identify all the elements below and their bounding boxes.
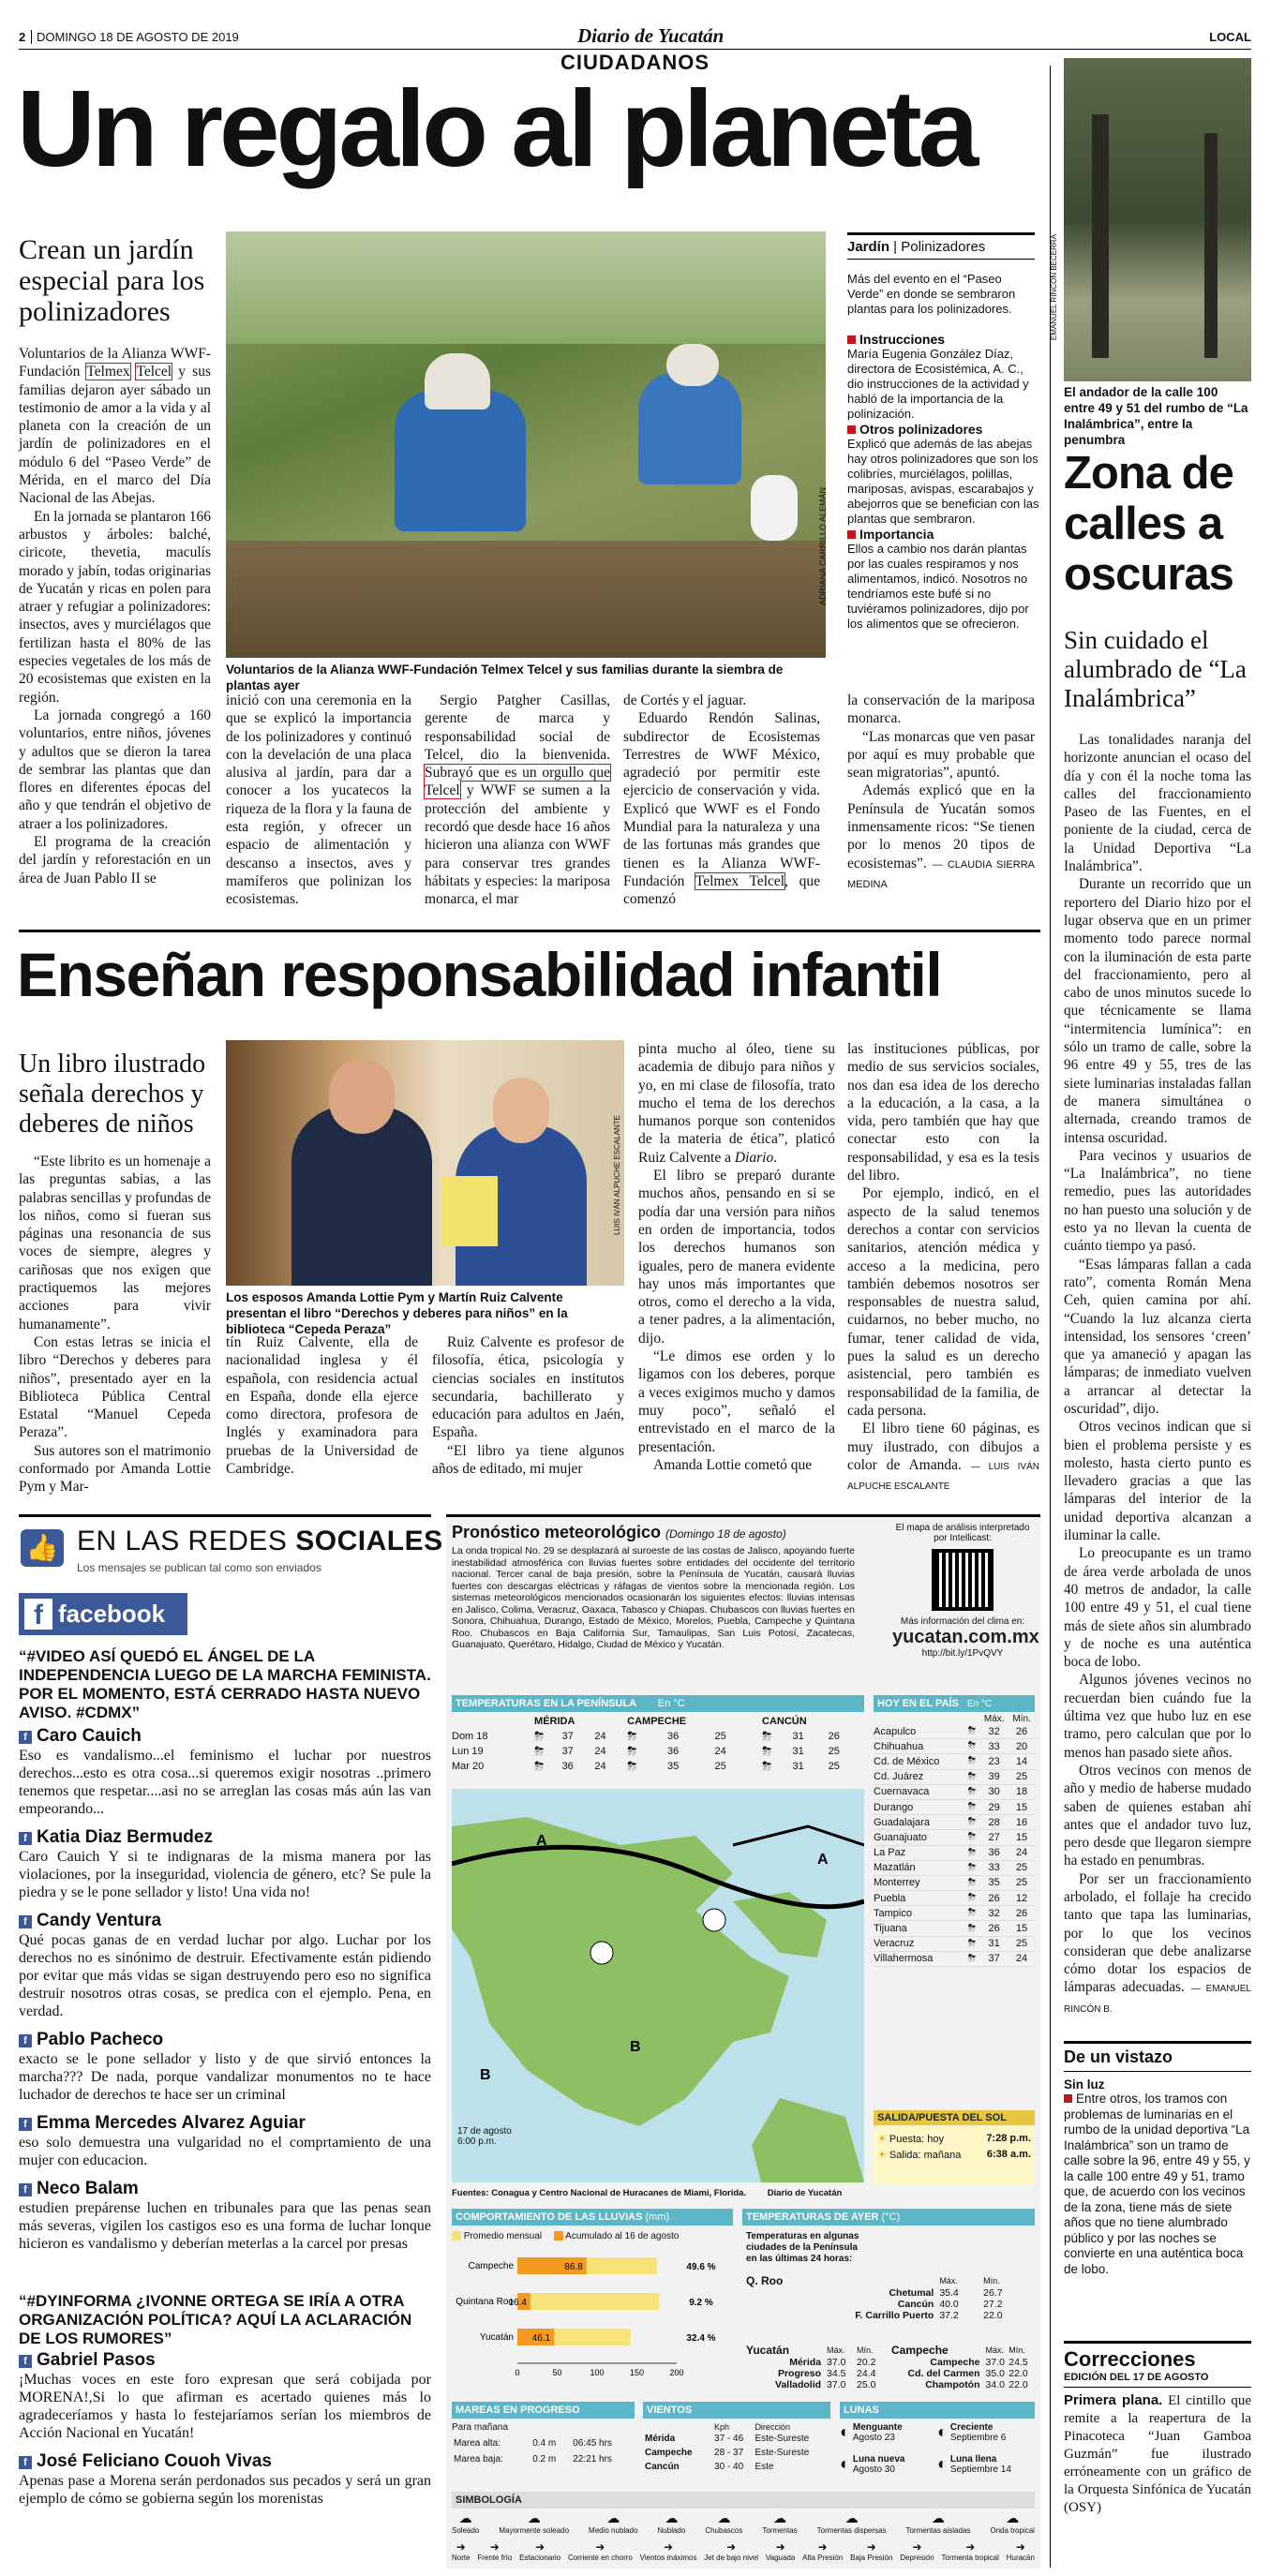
simbolo: ☁ Medio nublado [589, 2510, 638, 2535]
peninsula-row: Mar 20 ⛈ 36 24 ⛈ 35 25 ⛈ 31 25 [452, 1759, 840, 1773]
simbolo: ➜ Vaguada [765, 2540, 796, 2562]
front-symbol-icon: ➜ [866, 2540, 876, 2554]
social-rule [19, 1514, 431, 1517]
viento-row: Campeche 28 - 37 Este-Sureste [645, 2448, 810, 2458]
main-col-2: inició con una ceremonia en la que se explicó la importancia de los polinizadores y continuó con la develación de una placa alusiva al jardín, para dar a conocer a los yucatecos la riqueza de la flora y la fauna de esta región, y ofrecer un espacio de alimentación y descanso a insectos, aves y mamíferos que polinizan los ecosistemas. [226, 692, 411, 908]
pais-row: La Paz ⛈ 36 24 [874, 1845, 1035, 1860]
luna-item: ◐ Luna nueva Agosto 30 [840, 2454, 905, 2475]
weather-symbol-icon: ☁ [458, 2510, 472, 2525]
telcel-tag: Telcel [136, 364, 172, 380]
social-post [19, 2350, 431, 2442]
qr-code-icon [932, 1549, 994, 1611]
vistazo-box: De un vistazo Sin luz Entre otros, los tramos con problemas de luminarias en el rumbo de la unidad deportiva “La Inalámbrica” son un tramo de calle sobre la 96, entre 49 y 55, y la calle 100 entre 49 y 51, tramo que, de acuerdo con los vecinos de la zona, tiene más de siete años que no tiene alumbrado público y por las noches se convierte en una auténtica boca de lobo. [1064, 2041, 1251, 2277]
front-symbol-icon: ➜ [1015, 2540, 1025, 2554]
sun-row: ☀ Puesta: hoy 7:28 p.m. [877, 2133, 1031, 2145]
storm-icon: ⛈ [627, 1759, 637, 1773]
weather-symbol-icon: ☁ [773, 2510, 786, 2525]
simbologia-title: SIMBOLOGÍA [452, 2492, 1035, 2509]
corrections-box: Correcciones EDICIÓN DEL 17 DE AGOSTO Primera plana. El cintillo que remite a la reapertura de la Pinacoteca “Juan Gamboa Guzmán” fue ilustrado erróneamente con un gráfico de la Orquesta Sinfónica de Yucatán (OSY) [1064, 2341, 1251, 2517]
social-headline-2: “#DYINFORMA ¿IVONNE ORTEGA SE IRÍA A OTRA ORGANIZACIÓN POLÍTICA? AQUÍ LA ACLARACIÓN DE LOS RUMORES” [19, 2292, 412, 2347]
lluvias-pct: 9.2 % [689, 2298, 713, 2308]
pais-row: Veracruz ⛈ 31 25 [874, 1936, 1035, 1951]
mareas-title: MAREAS EN PROGRESO [452, 2402, 635, 2419]
post-author: f Neco Balam [19, 2179, 431, 2199]
right-photo-credit: EMANUEL RINCÓN BECERRA [1050, 234, 1058, 341]
post-text: Eso es vandalismo...el feminismo el luchar por nuestros derechos...esto es otra cosa...si queremos exigir nosotras ..primero tenemos que respetar....asi no se arreglan las cosas más aún las van empeorando... [19, 1748, 431, 1817]
peninsula-city: MÉRIDA [534, 1716, 575, 1727]
post-text: ¡Muchas voces en este foro expresan que será cobijada por MORENA!,Si lo que afirman es acertado quienes más lo agradeceríamos y hasta lo festejaríamos serían los miembros de Acción Nacional en Yucatán! [19, 2372, 431, 2441]
storm-icon: ⛈ [967, 1861, 977, 1873]
social-post [19, 2030, 431, 2104]
sidebar-kicker: Jardín | Polinizadores [847, 232, 1035, 260]
post-text: Apenas pase a Morena serán perdonados sus pecados y será un gran ejemplo de cómo se gobierna según los morenistas [19, 2473, 431, 2507]
pais-row: Monterrey ⛈ 35 25 [874, 1875, 1035, 1890]
post-author: f Katia Diaz Bermudez [19, 1827, 431, 1848]
simbolo: ☁ Tormentas aisladas [905, 2510, 971, 2535]
ayer-row: Cd. del Carmen 35.0 22.0 [907, 2368, 1028, 2379]
pais-row: Guanajuato ⛈ 27 15 [874, 1830, 1035, 1845]
simbologia-row [452, 2510, 1035, 2535]
facebook-mini-icon: f [19, 2456, 32, 2469]
moon-icon: ◐ [840, 2422, 850, 2441]
simbolo: ➜ Alta Presión [802, 2540, 844, 2562]
telmex-tag: Telmex [86, 364, 130, 380]
storm-icon: ⛈ [967, 1876, 977, 1888]
weather-site: yucatan.com.mx [892, 1627, 1039, 1647]
weather-map: A A B B 17 de agosto 6:00 p.m. [452, 1789, 864, 2182]
post-text: exacto se le pone sellador y listo y de que sirvió entonces la marcha??? De nada, porque vandalizar monumentos no te hace luchador de derechos te hace ser un criminal [19, 2051, 431, 2103]
weather-intro: La onda tropical No. 29 se desplazará al suroeste de las costas de Jalisco, apoyando fuerte inestabilidad atmosférica con lluvias fuertes sobre entidades del occidente del territorio nacional. Tercer canal de baja presión, sobre la Península de Yucatán, causará lluvias fuertes con descargas eléctricas y ráfagas de vientos sobre la mencionada región. Los sistemas meteorológicos mencionados ocasionarán los siguientes efectos: lluvias intensas en Jalisco, Colima, Veracruz, Oaxaca, Tabasco y Chiapas. Chubascos con lluvias fuertes en Sonora, Chihuahua, Durango, Estado de México, Morelos, Puebla, Campeche y Quintana Roo. Chubascos en Baja California Sur, Tamaulipas, San Luis Potosí, Zacatecas, Guanajuato, Querétaro, Hidalgo, Ciudad de México y Yucatán. [452, 1545, 855, 1650]
moon-icon: ◐ [937, 2422, 948, 2441]
weather-sources: Fuentes: Conagua y Centro Nacional de Huracanes de Miami, Florida. Diario de Yucatán [452, 2188, 843, 2198]
svg-text:B: B [630, 2039, 641, 2055]
right-photo-caption: El andador de la calle 100 entre 49 y 51 del rumbo de “La Inalámbrica”, entre la penumbra [1064, 385, 1248, 447]
storm-icon: ⛈ [967, 1922, 977, 1934]
main-headline: Un regalo al planeta [17, 67, 976, 189]
peninsula-title: TEMPERATURAS EN LA PENÍNSULA En °C [452, 1695, 864, 1712]
sidebar-box: Más del evento en el “Paseo Verde” en donde se sembraron plantas para los polinizadores. Instrucciones María Eugenia González Díaz, directora de Ecosistémica, A. C., dio instrucciones de la actividad y habló de la importancia de la polinización. Otros polinizadores Explicó que además de las abejas hay otros polinizadores que son los colibríes, murciélagos, polillas, mariposas, avispas, escarabajos y abejorros que se benefician con las plantas que sembraron. Importancia Ellos a cambio nos darán plantas por las cuales respiramos y nos alimentamos, indicó. Nosotros no tendríamos este bufé si no tuviéramos polinizadores, dijo por los alimentos que se ofrecieron. [847, 272, 1039, 631]
second-headline: Enseñan responsabilidad infantil [17, 940, 942, 1009]
lluvias-tick: 0 [515, 2368, 520, 2377]
ayer-row: Mérida 37.0 20.2 [789, 2357, 876, 2368]
ayer-note: Temperaturas en algunas ciudades de la Península en las últimas 24 horas: [746, 2231, 859, 2264]
svg-text:A: A [536, 1833, 547, 1849]
pais-row: Chihuahua ⛈ 33 20 [874, 1739, 1035, 1754]
svg-text:A: A [817, 1852, 829, 1868]
pais-row: Cuernavaca ⛈ 30 18 [874, 1784, 1035, 1799]
luna-item: ◐ Creciente Septiembre 6 [937, 2422, 1007, 2443]
second-photo-credit: LUIS IVÁN ALPUCHE ESCALANTE [613, 1115, 621, 1236]
lunas-title: LUNAS [840, 2402, 1035, 2419]
post-author: f Emma Mercedes Alvarez Aguiar [19, 2113, 431, 2134]
story-separator [19, 930, 1040, 932]
pais-row: Cd. de México ⛈ 23 14 [874, 1754, 1035, 1769]
facebook-mini-icon: f [19, 2034, 32, 2047]
peninsula-table [452, 1714, 864, 1774]
peninsula-city: CANCÚN [762, 1716, 807, 1727]
ayer-row: Cancún 40.0 27.2 [897, 2299, 1003, 2310]
ayer-table: Q. Roo Máx. Mín. Chetumal 35.4 26.7 Cancún 40.0 27.2 F. Carrillo Puerto 37.2 22.0 [746, 2274, 1027, 2321]
storm-icon: ⛈ [967, 1892, 977, 1904]
mareas-sub: Para mañana [452, 2422, 509, 2433]
post-author: f Candy Ventura [19, 1911, 431, 1931]
lluvias-category: Campeche [468, 2261, 514, 2271]
telmex-telcel-tag: Telmex Telcel [695, 872, 785, 889]
qr-block: El mapa de análisis interpretado por Intellicast: Más información del clima en: yucatan.com.mx http://bit.ly/1PvQVY [892, 1523, 1039, 1659]
pais-row: Tijuana ⛈ 26 15 [874, 1921, 1035, 1936]
post-author: f Caro Cauich [19, 1726, 431, 1747]
second-col-5: las instituciones públicas, por medio de sus servicios sociales, nos dan esa idea de los derecho a la educación, a la casa, a la vida, pero también que hay que conectar esto con la responsabilidad, y esa es la tesis del libro. Por ejemplo, indicó, en el aspecto de la salud tenemos derechos a contar con servicios sanitarios, atención médica y acceso a la medicina, pero también debemos nosotros ser responsables de nuestra salud, cuidarnos, no beber mucho, no fumar, tener calidad de vida, pues la salud es un derecho asistencial, pero también es responsabilidad de la familia, de cada persona. El libro tiene 60 páginas, es muy ilustrado, con dibujos a color de Amanda. — LUIS IVÁN ALPUCHE ESCALANTE [847, 1041, 1039, 1493]
simbolo: ➜ Jet de bajo nivel [704, 2540, 759, 2562]
social-post [19, 2113, 431, 2169]
pais-row: Durango ⛈ 29 15 [874, 1799, 1035, 1814]
ayer-row: Progreso 34.5 24.4 [777, 2368, 876, 2379]
simbolo: ☁ Tormentas [762, 2510, 798, 2535]
sun-row: ☀ Salida: mañana 6:38 a.m. [877, 2149, 1031, 2161]
peninsula-city: CAMPECHE [627, 1716, 687, 1727]
authors-photo [226, 1040, 624, 1286]
front-symbol-icon: ➜ [726, 2540, 737, 2554]
storm-icon: ⛈ [534, 1744, 545, 1758]
sun-box: SALIDA/PUESTA DEL SOL ☀ Puesta: hoy 7:28 p.m. ☀ Salida: mañana 6:38 a.m. [874, 2110, 1035, 2185]
page-date: DOMINGO 18 DE AGOSTO DE 2019 [31, 30, 239, 44]
ayer-row: Champotón 34.0 22.0 [925, 2379, 1028, 2390]
storm-icon: ⛈ [967, 1846, 977, 1858]
vientos-table: Kph Dirección Mérida 37 - 46 Este-Sureste Campeche 28 - 37 Este-Sureste Cancún 30 - 40 Este [643, 2422, 830, 2474]
pais-row: Puebla ⛈ 26 12 [874, 1891, 1035, 1906]
ayer-table: Campeche Máx. Mín. Campeche 37.0 24.5 Cd. del Carmen 35.0 22.0 Champotón 34.0 22.0 [891, 2344, 1032, 2390]
sun-icon: ☀ [877, 2134, 889, 2145]
front-symbol-icon: ➜ [489, 2540, 500, 2554]
post-author: f José Feliciano Couoh Vivas [19, 2451, 431, 2472]
main-col-5: la conservación de la mariposa monarca. “Las monarcas que ven pasar por aquí es muy probable que sean migratorias”, apuntó. Además explicó que en la Península de Yucatán somos inmensamente ricos: “Se tienen por lo menos 20 tipos de ecosistemas”. — CLAUDIA SIERRA MEDINA [847, 692, 1035, 890]
front-symbol-icon: ➜ [775, 2540, 785, 2554]
pais-row: Tampico ⛈ 32 26 [874, 1906, 1035, 1921]
volunteers-photo [226, 231, 826, 658]
second-photo-caption: Los esposos Amanda Lottie Pym y Martín Ruiz Calvente presentan el libro “Derechos y deberes para niños” en la biblioteca “Cepeda Peraza” [226, 1290, 568, 1336]
main-col-4: de Cortés y el jaguar. Eduardo Rendón Salinas, subdirector de Ecosistemas Terrestres de WWF México, agradeció por permitir este ejercicio de conservación y vida. Explicó que WWF es el Fondo Mundial para la naturaleza y una de las fortunas más grandes que tienen es la Alianza WWF-Fundación Telmex Telcel, que comenzó [623, 692, 820, 908]
lluvias-value: 86.8 [564, 2262, 583, 2272]
simbolo: ➜ Depresión [900, 2540, 934, 2562]
storm-icon: ⛈ [762, 1759, 772, 1773]
sun-icon: ☀ [877, 2150, 889, 2161]
social-posts-1 [19, 1726, 431, 2262]
front-symbol-icon: ➜ [965, 2540, 976, 2554]
lluvias-value: 16.4 [508, 2298, 527, 2308]
luna-item: ◐ Menguante Agosto 23 [840, 2422, 903, 2443]
ayer-row: Campeche 37.0 24.5 [930, 2357, 1028, 2368]
facebook-mini-icon: f [19, 1731, 32, 1744]
pais-table: Máx. Mín. Acapulco ⛈ 32 26 Chihuahua ⛈ 33 20 Cd. de México ⛈ 23 14 Cd. Juárez ⛈ 39 25 Cuernavaca ⛈ 30 18 Durango ⛈ 29 15 Guadalajara ⛈ 28 16 Guanajuato ⛈ 27 15 La Paz ⛈ 36 24 Mazatlán ⛈ 33 25 Monterrey ⛈ 35 25 Puebla ⛈ 26 12 Tampico ⛈ 32 26 Tijuana ⛈ 26 15 Veracruz ⛈ 31 25 Villahermosa ⛈ 37 24 [874, 1714, 1035, 1967]
peninsula-row: Dom 18 ⛈ 37 24 ⛈ 36 25 ⛈ 31 26 [452, 1729, 840, 1743]
weather-panel: Pronóstico meteorológico (Domingo 18 de agosto) La onda tropical No. 29 se desplazará al suroeste de las costas de Jalisco, apoyando fuerte inestabilidad atmosférica con lluvias fuertes sobre entidades del occidente del territorio nacional. Tercer canal de baja presión, sobre la Península de Yucatán, causará lluvias fuertes con descargas eléctricas y ráfagas de vientos sobre la mencionada región. Los sistemas meteorológicos mencionados ocasionarán los siguientes efectos: lluvias intensas en Jalisco, Colima, Veracruz, Oaxaca, Tabasco y Chiapas. Chubascos con lluvias fuertes en Sonora, Chihuahua, Durango, Estado de México, Morelos, Puebla, Campeche y Quintana Roo. Chubascos en Baja California Sur, Tamaulipas, San Luis Potosí, Zacatecas, Guanajuato, Querétaro, Hidalgo, Ciudad de México y Yucatán. El mapa de análisis interpretado por Intellicast: Más información del clima en: yucatan.com.mx http://bit.ly/1PvQVY TEMPERATURAS EN LA PENÍNSULA En °C MÉRIDA CAMPECHE CANCÚN Dom 18 ⛈ 37 24 ⛈ 36 25 ⛈ 31 26 Lun 19 ⛈ 37 24 ⛈ 36 24 ⛈ 31 25 Mar 20 ⛈ 36 24 ⛈ 35 25 ⛈ 31 25 A A B B 17 de agosto 6:00 p.m. Fuentes: Conagua y Centro Nacional de Huracanes de Miami, Florida. Diario de Yucatán HOY EN EL PAÍS En °C Máx. Mín. Acapulco ⛈ 32 26 Chihuahua ⛈ 33 20 Cd. de México ⛈ 23 14 Cd. Juárez ⛈ 39 25 Cuernavaca ⛈ 30 18 Durango ⛈ 29 15 Guadalajara ⛈ 28 16 Guanajuato ⛈ 27 15 La Paz ⛈ 36 24 Mazatlán ⛈ 33 25 Monterrey ⛈ 35 25 Puebla ⛈ 26 12 Tampico ⛈ 32 26 Tijuana ⛈ 26 15 Veracruz ⛈ 31 25 Villahermosa ⛈ 37 24 SALIDA/PUESTA DEL SOL ☀ Puesta: hoy 7:28 p.m. ☀ Salida: mañana 6:38 a.m. COMPORTAMIENTO DE LAS LLUVIAS (mm) Promedio mensual Acumulado al 16 de agosto Campeche 86.8 49.6 % Quintana Roo 16.4 9.2 % Yucatán 46.1 32.4 % 0 50 100 150 200 TEMPERATURAS DE AYER (°C) Temperaturas en algunas ciudades de la Península en las últimas 24 horas: Q. Roo Máx. Mín. Chetumal 35.4 26.7 Cancún 40.0 27.2 F. Carrillo Puerto 37.2 22.0 Yucatán Máx. Mín. Mérida 37.0 20.2 Progreso 34.5 24.4 Valladolid 37.0 25.0 Campeche Máx. Mín. Campeche 37.0 24.5 Cd. del Carmen 35.0 22.0 Champotón 34.0 22.0 MAREAS EN PROGRESO Para mañana Marea alta: 0.4 m 06:45 hrs Marea baja: 0.2 m 22:21 hrs VIENTOS Kph Dirección Mérida 37 - 46 Este-Sureste Campeche 28 - 37 Este-Sureste Cancún 30 - 40 Este LUNAS ◐ Menguante Agosto 23 ◐ Creciente Septiembre 6 ◐ Luna nueva Agosto 30 ◐ Luna llena Septiembre 14 SIMBOLOGÍA ☁ Soleado ☁ Mayormente soleado ☁ Medio nublado ☁ Nublado ☁ Chubascos ☁ Tormentas ☁ Tormentas dispersas ☁ Tormentas aisladas ☁ Onda tropical ➜ Norte ➜ Frente frío ➜ Estacionario ➜ Corriente en chorro ➜ Vientos máximos ➜ Jet de bajo nivel ➜ Vaguada ➜ Alta Presión ➜ Baja Presión ➜ Depresión ➜ Tormenta tropical ➜ Huracán [446, 1514, 1040, 2569]
front-symbol-icon: ➜ [456, 2540, 466, 2554]
second-col-2: tín Ruiz Calvente, ella de nacionalidad inglesa y él española, con residencia actual en España, donde ella ejerce como directora, profesora de Inglés y examinadora para pruebas de la Universidad de Cambridge. [226, 1334, 418, 1478]
storm-icon: ⛈ [967, 1755, 977, 1767]
dark-street-photo [1064, 58, 1251, 381]
sidebar-intro: Más del evento en el “Paseo Verde” en donde se sembraron plantas para los polinizadores. [847, 272, 1016, 316]
storm-icon: ⛈ [967, 1816, 977, 1828]
social-posts-2 [19, 2350, 431, 2517]
lluvias-category: Yucatán [479, 2332, 514, 2343]
simbolo: ➜ Huracán [1006, 2540, 1035, 2562]
pais-row: Guadalajara ⛈ 28 16 [874, 1815, 1035, 1830]
peninsula-row: Lun 19 ⛈ 37 24 ⛈ 36 24 ⛈ 31 25 [452, 1744, 840, 1758]
main-col-3: Sergio Patgher Casillas, gerente de marca y responsabilidad social de Telcel, dio la bienvenida. Subrayó que es un orgullo que Telcel y WWF se sumen a la protección del ambiente y recordó que desde hace 16 años hicieron una alianza con WWF para conservar tres grandes hábitats y especies: la mariposa monarca, el mar [425, 692, 610, 908]
simbolo: ☁ Mayormente soleado [499, 2510, 570, 2535]
right-headline: Zona de calles a oscuras [1064, 448, 1233, 600]
post-text: Qué pocas ganas de en verdad luchar por algo. Luchar por los derechos no es sinónimo de destruir. Efectivamente están pidiendo por evitar que más vidas se sigan destruyendo pero eso no significa destruir nosotros otras cosas, se predica con el ejemplo. Pena, en verdad. [19, 1932, 431, 2019]
weather-symbol-icon: ☁ [665, 2510, 679, 2525]
lluvias-value: 46.1 [531, 2333, 551, 2344]
simbolo: ➜ Tormenta tropical [941, 2540, 999, 2562]
second-col-3: Ruiz Calvente es profesor de filosofía, ética, psicología y ciencias sociales en institutos secundaria, bachillerato y educación para adultos en Jaén, España. “El libro ya tiene algunos años de editado, mi mujer [432, 1334, 624, 1478]
section-right: LOCAL [1209, 30, 1251, 44]
second-col-4: pinta mucho al óleo, tiene su academia de dibujo para niños y yo, en mi clase de filosofía, trato mucho el tema de los derechos humanos porque son contenidos de la materia de ética”, platicó Ruiz Calvente a Diario. El libro se preparó durante muchos años, pensando en si se podía dar una versión para niños en orden de importancia, todos los derechos humanos son iguales, pero de manera evidente hay unos más importantes que otros, como el derecho a la vida, a tener padres, a la alimentación, dijo. “Le dimos ese orden y lo ligamos con los deberes, porque a veces exigimos mucho y damos muy poco”, señaló el entrevistado en el marco de la presentación. Amanda Lottie cometó que [638, 1041, 835, 1473]
simbolo: ➜ Frente frío [477, 2540, 513, 2562]
weather-symbol-icon: ☁ [527, 2510, 541, 2525]
vientos-title: VIENTOS [643, 2402, 830, 2419]
storm-icon: ⛈ [967, 1740, 977, 1752]
social-post [19, 2179, 431, 2253]
lluvias-legend: Promedio mensual Acumulado al 16 de agosto [452, 2231, 733, 2241]
lluvias-chart [452, 2246, 733, 2391]
lluvias-category: Quintana Roo [456, 2297, 514, 2307]
ayer-row: F. Carrillo Puerto 37.2 22.0 [855, 2310, 1003, 2321]
social-header: 👍 EN LAS REDES SOCIALES Los mensajes se publican tal como son enviados [19, 1526, 431, 1572]
storm-icon: ⛈ [967, 1770, 977, 1782]
ayer-row: Chetumal 35.4 26.7 [889, 2287, 1003, 2299]
weather-map-svg [452, 1789, 864, 2182]
simbolo: ➜ Vientos máximos [639, 2540, 697, 2562]
pais-row: Cd. Juárez ⛈ 39 25 [874, 1769, 1035, 1784]
lluvias-title: COMPORTAMIENTO DE LAS LLUVIAS (mm) [452, 2209, 733, 2226]
facebook-mini-icon: f [19, 1832, 32, 1845]
social-post [19, 1911, 431, 2020]
viento-row: Cancún 30 - 40 Este [645, 2462, 774, 2472]
thumbs-up-icon: 👍 [21, 1529, 64, 1567]
pais-row: Mazatlán ⛈ 33 25 [874, 1860, 1035, 1875]
simbolo: ☁ Soleado [452, 2510, 480, 2535]
lluvias-tick: 200 [669, 2368, 684, 2377]
facebook-mini-icon: f [19, 2118, 32, 2131]
header-rule [19, 49, 1251, 50]
weather-symbol-icon: ☁ [1006, 2510, 1020, 2525]
svg-text:B: B [480, 2067, 491, 2083]
weather-symbol-icon: ☁ [717, 2510, 731, 2525]
storm-icon: ⛈ [967, 1907, 977, 1919]
lluvias-tick: 100 [590, 2368, 605, 2377]
front-symbol-icon: ➜ [912, 2540, 922, 2554]
front-symbol-icon: ➜ [535, 2540, 545, 2554]
marea-row: Marea alta: 0.4 m 06:45 hrs [454, 2438, 612, 2449]
post-author: f Gabriel Pasos [19, 2350, 431, 2371]
lluvias-tick: 50 [552, 2368, 562, 2377]
lluvias-pct: 32.4 % [686, 2333, 716, 2344]
marea-row: Marea baja: 0.2 m 22:21 hrs [454, 2454, 612, 2464]
storm-icon: ⛈ [627, 1744, 637, 1758]
front-symbol-icon: ➜ [664, 2540, 674, 2554]
column-divider [1050, 66, 1051, 2568]
lluvias-tick: 150 [629, 2368, 645, 2377]
post-author: f Pablo Pacheco [19, 2030, 431, 2050]
second-col-1: “Este librito es un homenaje a las preguntas sabias, a las palabras sencillas y profundas de los niños, como si fueran sus páginas una resonancia de sus voces de siempre, alegres y cariñosas que nos exigen que practiquemos las mejores acciones para vivir humanamente”. Con estas letras se inicia el libro “Derechos y deberes para niños”, presentado ayer en la Biblioteca Pública Central Estatal “Manuel Cepeda Peraza”. Sus autores son el matrimonio conformado por Amanda Lottie Pym y Mar- [19, 1154, 211, 1496]
social-post [19, 1827, 431, 1901]
viento-row: Mérida 37 - 46 Este-Sureste [645, 2434, 810, 2444]
pais-row: Villahermosa ⛈ 37 24 [874, 1951, 1035, 1966]
right-subhead: Sin cuidado el alumbrado de “La Inalámbrica” [1064, 626, 1247, 712]
mareas-table [452, 2435, 635, 2467]
storm-icon: ⛈ [534, 1759, 545, 1773]
luna-item: ◐ Luna llena Septiembre 14 [937, 2454, 1011, 2475]
main-photo-caption: Voluntarios de la Alianza WWF-Fundación Telmex Telcel y sus familias durante la siembra de plantas ayer [226, 663, 784, 692]
social-post [19, 1726, 431, 1818]
main-photo-credit: ADRIANA CARRILLO ALEMÁN [818, 487, 828, 606]
main-col-1: Voluntarios de la Alianza WWF-Fundación Telmex Telcel y sus familias dejaron ayer sábado un testimonio de amor a la vida y al planeta con la creación de un jardín de polinizadores en el módulo 6 del “Paseo Verde” de Mérida, en el marco del Día Nacional de las Abejas. En la jornada se plantaron 166 arbustos y árboles: balché, ciricote, thevetia, maculís morado y jabín, todas originarias de Yucatán y ricas en polen para atraer y refugiar a polinizadores: insectos, aves y murciélagos que fertilizan hasta el 80% de las especies vegetales de los más de 20 ecosistemas que existen en la región. La jornada congregó a 160 voluntarios, entre niños, jóvenes y adultos que se dieron la tarea de sembrar las plantas que dan flores en diferentes épocas del año y que tendrán el objetivo de atraer a los polinizadores. El programa de la creación del jardín y reforestación en un área de Juan Pablo II se [19, 346, 211, 886]
storm-icon: ⛈ [967, 1785, 977, 1797]
storm-icon: ⛈ [762, 1744, 772, 1758]
facebook-icon: f [24, 1599, 52, 1630]
moon-icon: ◐ [937, 2454, 948, 2473]
simbolo: ➜ Estacionario [519, 2540, 561, 2562]
storm-icon: ⛈ [967, 1937, 977, 1949]
storm-icon: ⛈ [967, 1831, 977, 1843]
facebook-mini-icon: f [19, 2183, 32, 2196]
storm-icon: ⛈ [967, 1801, 977, 1813]
simbologia-row-2 [452, 2540, 1035, 2562]
front-symbol-icon: ➜ [595, 2540, 605, 2554]
storm-icon: ⛈ [762, 1729, 772, 1743]
facebook-mini-icon: f [19, 2355, 32, 2368]
lluvias-pct: 49.6 % [686, 2262, 716, 2272]
ayer-row: Valladolid 37.0 25.0 [775, 2379, 876, 2390]
weather-symbol-icon: ☁ [931, 2510, 945, 2525]
main-subhead: Crean un jardín especial para los polinizadores [19, 234, 205, 327]
pais-row: Acapulco ⛈ 32 26 [874, 1724, 1035, 1739]
ayer-table: Yucatán Máx. Mín. Mérida 37.0 20.2 Progreso 34.5 24.4 Valladolid 37.0 25.0 [746, 2344, 887, 2390]
storm-icon: ⛈ [534, 1729, 545, 1743]
simbolo: ☁ Nublado [657, 2510, 686, 2535]
subraya-tag: Subrayó que es un orgullo que Telcel [425, 765, 610, 799]
storm-icon: ⛈ [967, 1952, 977, 1964]
simbolo: ➜ Norte [452, 2540, 471, 2562]
social-post [19, 2451, 431, 2508]
social-headline-1: “#VIDEO ASÍ QUEDÓ EL ÁNGEL DE LA INDEPENDENCIA LUEGO DE LA MARCHA FEMINISTA. POR EL MOMENTO, ESTÁ CERRADO HASTA NUEVO AVISO. #CDMX” [19, 1647, 431, 1721]
simbolo: ➜ Corriente en chorro [567, 2540, 633, 2562]
simbolo: ☁ Chubascos [705, 2510, 743, 2535]
weather-title: Pronóstico meteorológico [452, 1523, 662, 1541]
right-body: Las tonalidades naranja del horizonte anuncian el ocaso del día y con él la noche toma las calles del fraccionamiento Paseo de las Fuentes, en el poniente de la ciudad, cerca de la Unidad Deportiva “La Inalámbrica”. Durante un recorrido que un reportero del Diario hizo por el lugar observa que en un primer momento todo parece normal con la iluminación de esta parte del fraccionamiento, pero al cabo de unos minutos sucede lo que técnicamente se llama “intermitencia lumínica”: en sólo un tramo de calle, sobre la 96 entre 49 y 55, tres de las siete luminarias instaladas fallan de manera simultánea o alternada, creando tramos de intensa oscuridad. Para vecinos y usuarios de “La Inalámbrica”, no tiene remedio, pues las autoridades no han puesto una solución y de esto ya no llevan la cuenta de cuánto tiempo ya pasó. “Esas lámparas fallan a cada rato”, comenta Román Mena Ceh, quien camina por ahí. “Cuando la luz alcanza cierta intensidad, los sensores ‘creen’ que ya amaneció y apagan las lámparas; de inmediato vuelven a arrancar al detectar la oscuridad”, dijo. Otros vecinos indican que si bien el problema persiste y es molesto, hasta cierto punto es llevadero gracias a que las lámparas del interior de la unidad deportiva alcanzan a iluminar la calle. Lo preocupante es un tramo de área verde arbolada de unos 40 metros de andador, la calle 100 entre 49 y 51, el cual tiene más de siete años sin alumbrado y de noche es una auténtica boca de lobo. Algunos jóvenes vecinos no recuerdan bien cuándo fue la última vez que hubo luz en ese tramo, pero calculan que por lo menos han pasado siete años. Otros vecinos con menos de año y medio de haberse mudado saben de quienes estaban ahí antes que el andador tuvo luz, pero desde que llegaron siempre ha estado en penumbras. Por ser un fraccionamiento arbolado, el follaje ha crecido tanto que tapa las luminarias, por lo que los vecinos consideran que debe analizarse cómo dotar los espacios de lámparas adecuadas. — EMANUEL RINCÓN B. [1064, 732, 1251, 2015]
front-symbol-icon: ➜ [817, 2540, 828, 2554]
storm-icon: ⛈ [967, 1725, 977, 1737]
page-number: 2 [19, 30, 26, 44]
section-title: CIUDADANOS [560, 51, 710, 74]
post-text: eso solo demuestra una vulgaridad no el comprtamiento de una mujer con educacion. [19, 2135, 431, 2168]
weather-symbol-icon: ☁ [844, 2510, 859, 2525]
simbolo: ☁ Onda tropical [990, 2510, 1035, 2535]
weather-symbol-icon: ☁ [606, 2510, 620, 2525]
ayer-title: TEMPERATURAS DE AYER (°C) [742, 2209, 1035, 2226]
header-bar [19, 24, 1251, 49]
facebook-logo: f facebook [19, 1593, 187, 1635]
simbolo: ➜ Baja Presión [850, 2540, 893, 2562]
pais-title: HOY EN EL PAÍS En °C [874, 1695, 1035, 1712]
facebook-mini-icon: f [19, 1915, 32, 1928]
newspaper-logo: Diario de Yucatán [577, 24, 725, 47]
post-text: Caro Cauich Y si te indignaras de la misma manera por las violaciones, por la inseguridad, violencia de género, etc? Se pule la piedra y se le pone sellador y listo! Una vida no! [19, 1849, 431, 1900]
storm-icon: ⛈ [627, 1729, 637, 1743]
post-text: estudien prepárense luchen en tribunales para que las penas sean más severas, vigilen los castigos eso es una forma de luchar lonque hicieron es vandalismo y deberían meterlas a la carcel por presas [19, 2200, 431, 2252]
moon-icon: ◐ [840, 2454, 850, 2473]
simbolo: ☁ Tormentas dispersas [816, 2510, 887, 2535]
second-subhead: Un libro ilustrado señala derechos y deberes de niños [19, 1050, 206, 1139]
lluvias-avg-bar [517, 2293, 659, 2310]
